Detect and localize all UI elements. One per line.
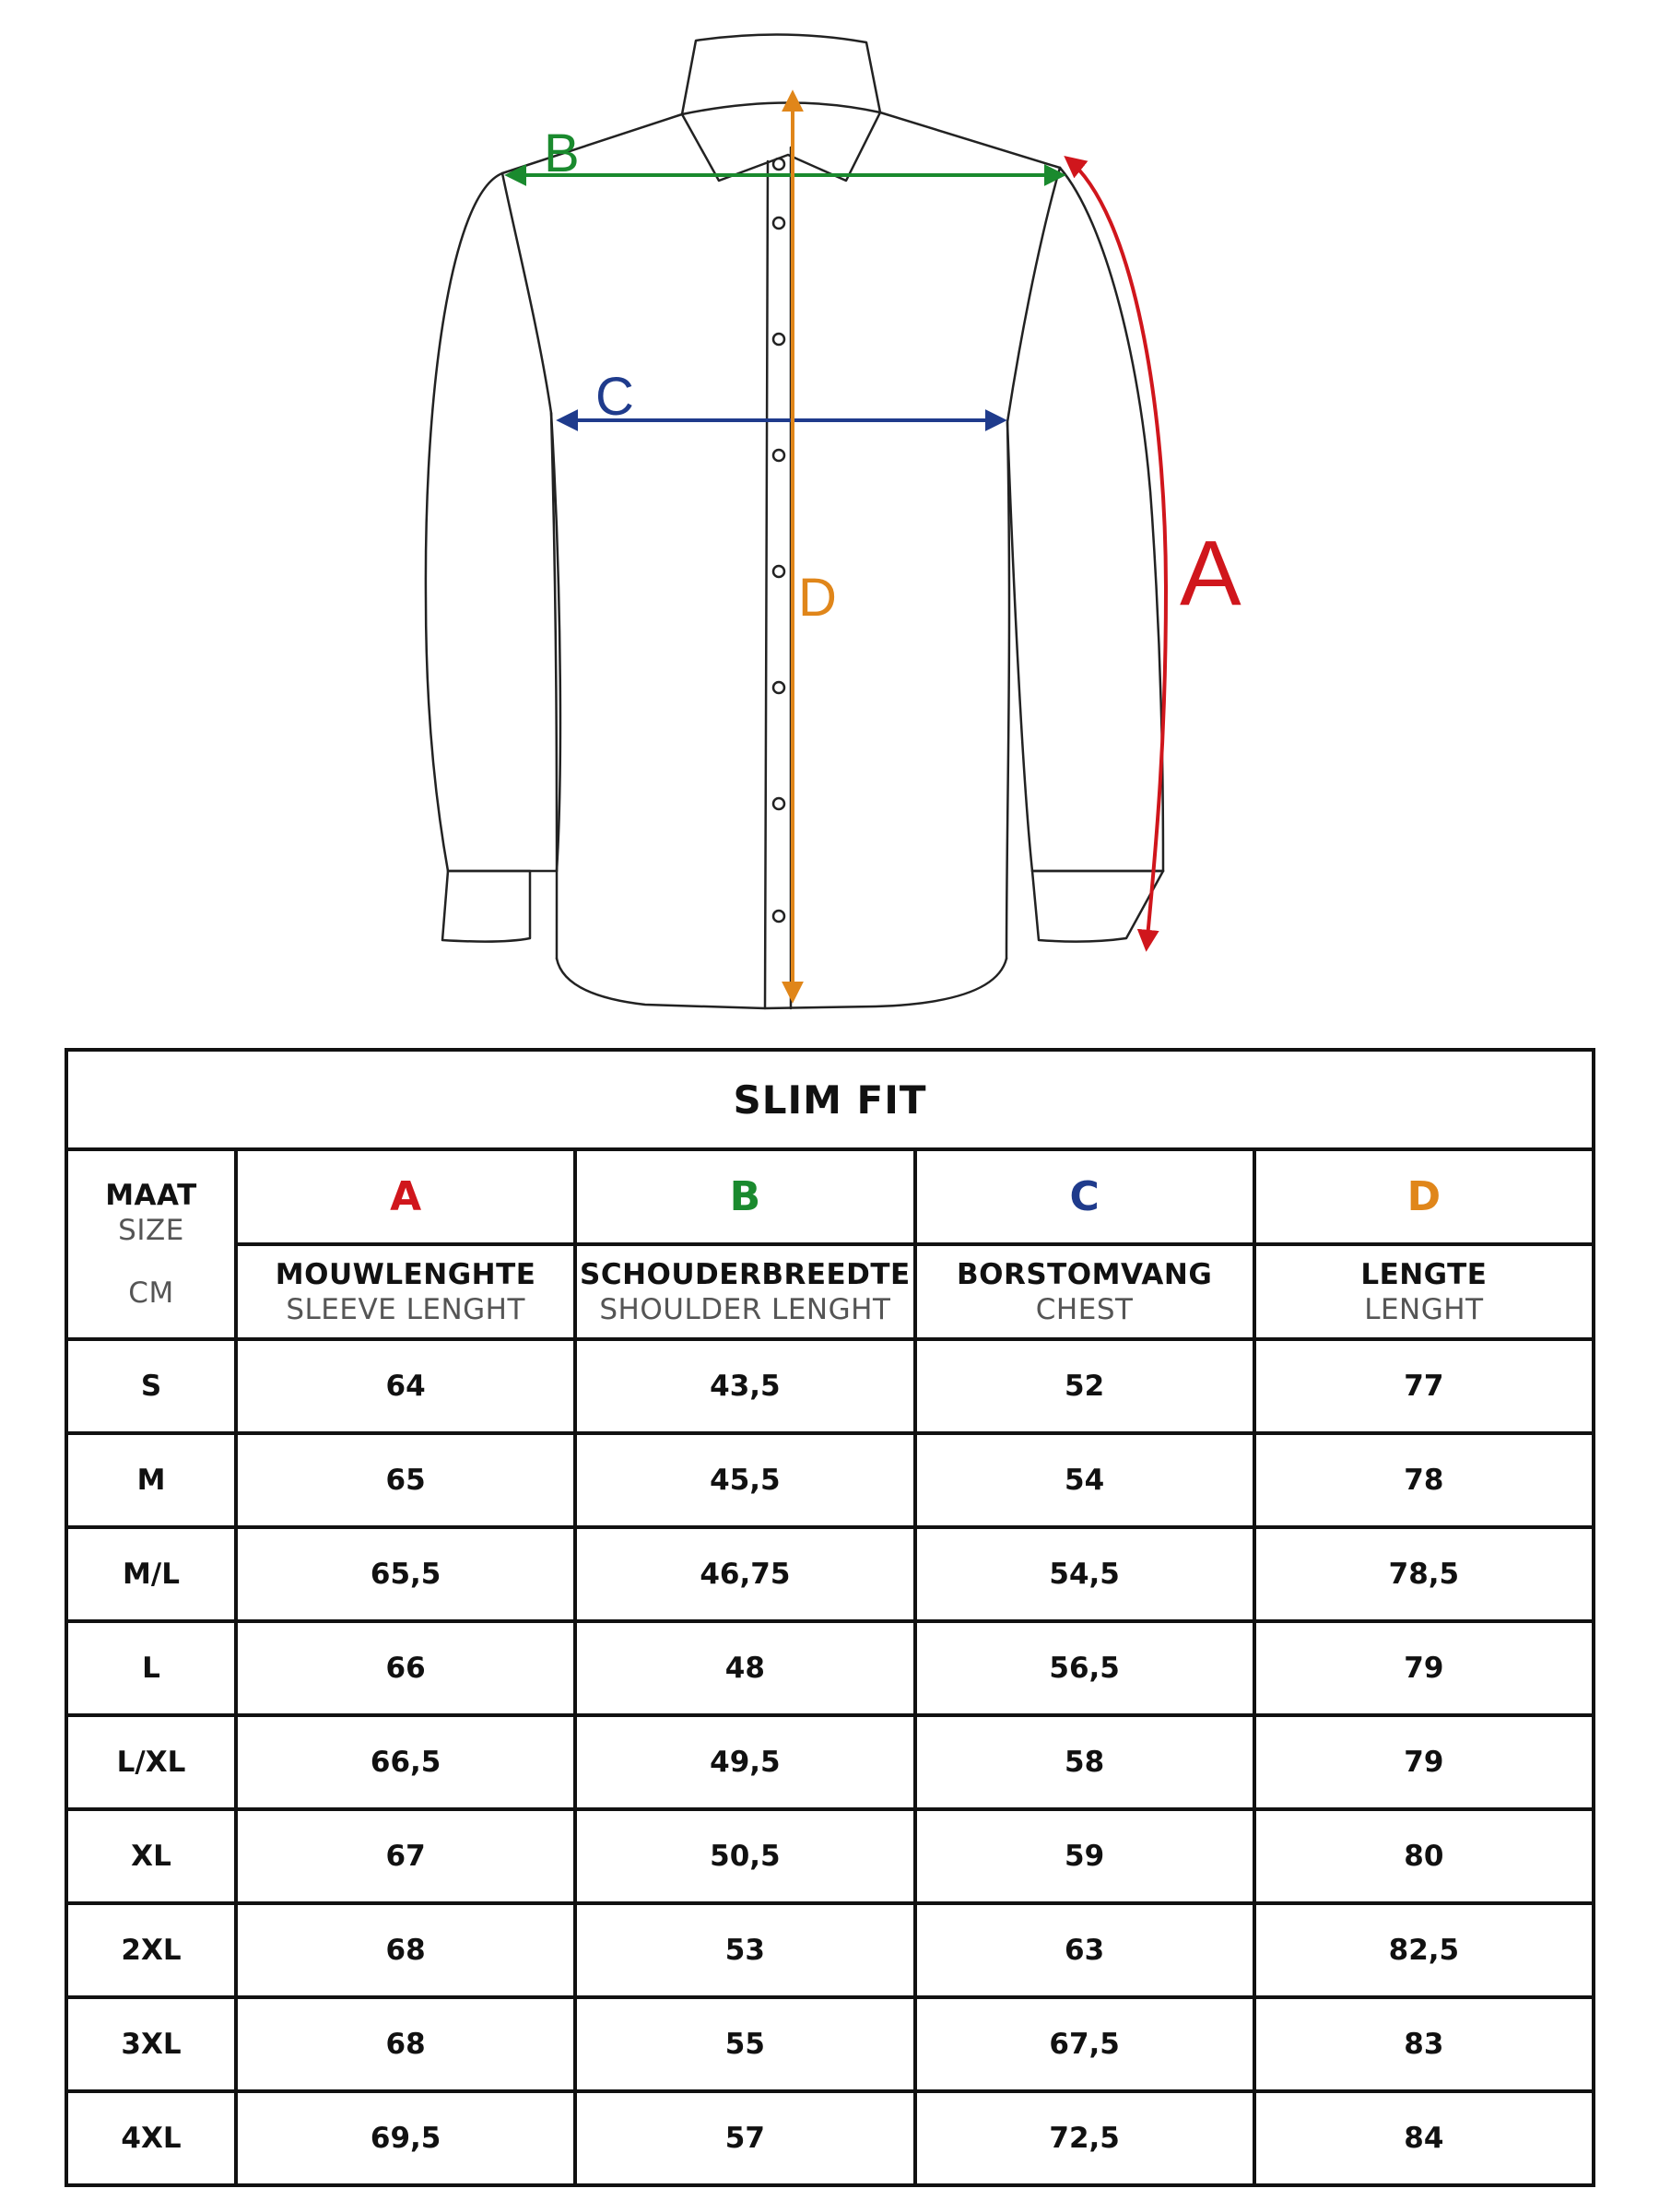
measurement-cell: 67,5 — [915, 1997, 1254, 2091]
size-header — [66, 1149, 236, 1339]
column-header-length — [1254, 1244, 1594, 1339]
measurement-cell: 68 — [236, 1903, 575, 1997]
measurement-cell: 49,5 — [575, 1715, 914, 1809]
size-cell: 4XL — [66, 2091, 236, 2185]
button-icon — [773, 159, 784, 922]
measurement-cell: 78 — [1254, 1433, 1594, 1527]
measurement-cell: 78,5 — [1254, 1527, 1594, 1621]
column-label-nl: SCHOUDERBREEDTE — [580, 1257, 911, 1291]
size-cell: M/L — [66, 1527, 236, 1621]
measurement-cell: 77 — [1254, 1339, 1594, 1433]
column-header-chest — [915, 1244, 1254, 1339]
shirt-outline-icon — [0, 0, 1659, 1014]
measurement-cell: 59 — [915, 1809, 1254, 1903]
measurement-cell: 69,5 — [236, 2091, 575, 2185]
table-row — [66, 1621, 1594, 1715]
measurement-cell: 55 — [575, 1997, 914, 2091]
measurement-cell: 79 — [1254, 1715, 1594, 1809]
measurement-cell: 50,5 — [575, 1809, 914, 1903]
measurement-cell: 54 — [915, 1433, 1254, 1527]
measurement-cell: 63 — [915, 1903, 1254, 1997]
measurement-cell: 83 — [1254, 1997, 1594, 2091]
table-title-row — [66, 1050, 1594, 1149]
table-row — [66, 1433, 1594, 1527]
size-cell: L — [66, 1621, 236, 1715]
size-cell: S — [66, 1339, 236, 1433]
size-header-size: SIZE — [118, 1214, 184, 1247]
measurement-cell: 54,5 — [915, 1527, 1254, 1621]
size-cell: XL — [66, 1809, 236, 1903]
measurement-cell: 52 — [915, 1339, 1254, 1433]
measurement-cell: 58 — [915, 1715, 1254, 1809]
measurement-cell: 82,5 — [1254, 1903, 1594, 1997]
column-label-en: LENGHT — [1364, 1292, 1484, 1326]
measurement-cell: 68 — [236, 1997, 575, 2091]
column-letter-d: D — [1254, 1149, 1594, 1244]
column-label-nl: MOUWLENGHTE — [275, 1257, 536, 1291]
column-letter-b: B — [575, 1149, 914, 1244]
label-a: A — [1180, 522, 1241, 625]
measurement-cell: 64 — [236, 1339, 575, 1433]
table-row — [66, 1903, 1594, 1997]
label-c: C — [595, 367, 634, 427]
measurement-cell: 79 — [1254, 1621, 1594, 1715]
measurement-cell: 72,5 — [915, 2091, 1254, 2185]
measurement-cell: 57 — [575, 2091, 914, 2185]
measurement-cell: 80 — [1254, 1809, 1594, 1903]
table-row — [66, 1715, 1594, 1809]
column-label-en: SHOULDER LENGHT — [599, 1292, 891, 1326]
measurement-cell: 53 — [575, 1903, 914, 1997]
measurement-cell: 65 — [236, 1433, 575, 1527]
table-title: SLIM FIT — [66, 1050, 1594, 1149]
column-header-sleeve — [236, 1244, 575, 1339]
size-cell: M — [66, 1433, 236, 1527]
measurement-cell: 67 — [236, 1809, 575, 1903]
column-letter-a: A — [236, 1149, 575, 1244]
size-header-unit: CM — [128, 1277, 174, 1310]
table-row — [66, 1809, 1594, 1903]
column-letter-c: C — [915, 1149, 1254, 1244]
shirt-diagram — [0, 0, 1659, 1014]
size-cell: L/XL — [66, 1715, 236, 1809]
measure-line-a — [1067, 159, 1166, 947]
column-label-en: CHEST — [1035, 1292, 1134, 1326]
measurement-cell: 56,5 — [915, 1621, 1254, 1715]
measurement-cell: 46,75 — [575, 1527, 914, 1621]
column-label-en: SLEEVE LENGHT — [286, 1292, 525, 1326]
table-row — [66, 2091, 1594, 2185]
column-label-nl: BORSTOMVANG — [956, 1257, 1213, 1291]
label-b: B — [544, 124, 580, 183]
size-table — [65, 1048, 1595, 2187]
measurement-cell: 65,5 — [236, 1527, 575, 1621]
size-header-maat: MAAT — [105, 1179, 197, 1212]
measurement-cell: 84 — [1254, 2091, 1594, 2185]
measurement-cell: 66 — [236, 1621, 575, 1715]
table-letter-row — [66, 1149, 1594, 1244]
column-label-nl: LENGTE — [1360, 1257, 1488, 1291]
label-d: D — [798, 568, 837, 628]
size-cell: 3XL — [66, 1997, 236, 2091]
table-row — [66, 1527, 1594, 1621]
measurement-cell: 45,5 — [575, 1433, 914, 1527]
measurement-cell: 43,5 — [575, 1339, 914, 1433]
table-row — [66, 1339, 1594, 1433]
table-desc-row — [66, 1244, 1594, 1339]
size-cell: 2XL — [66, 1903, 236, 1997]
measurement-cell: 66,5 — [236, 1715, 575, 1809]
measurement-cell: 48 — [575, 1621, 914, 1715]
table-row — [66, 1997, 1594, 2091]
column-header-shoulder — [575, 1244, 914, 1339]
